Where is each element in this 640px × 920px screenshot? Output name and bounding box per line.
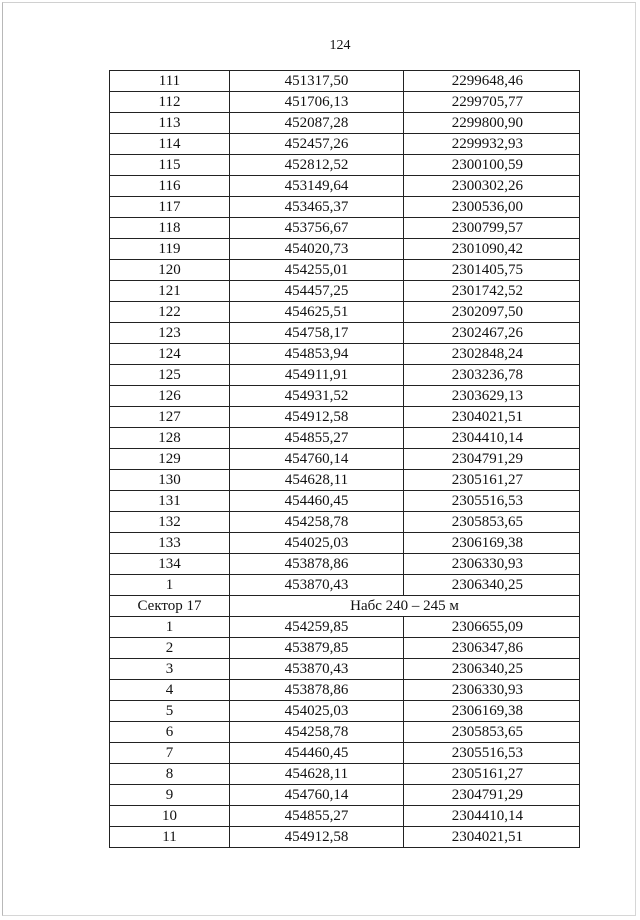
y-coordinate-cell: 2304791,29: [404, 449, 580, 470]
table-row: [110, 155, 580, 176]
table-row: [110, 722, 580, 743]
point-number-cell: 120: [110, 260, 230, 281]
table-row: [110, 764, 580, 785]
point-number-cell: 131: [110, 491, 230, 512]
x-coordinate-cell: 454760,14: [230, 785, 404, 806]
point-number-cell: 2: [110, 638, 230, 659]
table-row: [110, 134, 580, 155]
table-row: [110, 491, 580, 512]
section-header-body: [110, 596, 580, 617]
point-number-cell: 9: [110, 785, 230, 806]
x-coordinate-cell: 454628,11: [230, 470, 404, 491]
point-number-cell: 129: [110, 449, 230, 470]
y-coordinate-cell: 2306655,09: [404, 617, 580, 638]
point-number-cell: 1: [110, 575, 230, 596]
y-coordinate-cell: 2299932,93: [404, 134, 580, 155]
y-coordinate-cell: 2301742,52: [404, 281, 580, 302]
point-number-cell: 127: [110, 407, 230, 428]
y-coordinate-cell: 2302097,50: [404, 302, 580, 323]
x-coordinate-cell: 454025,03: [230, 701, 404, 722]
x-coordinate-cell: 453756,67: [230, 218, 404, 239]
table-row: [110, 701, 580, 722]
point-number-cell: 1: [110, 617, 230, 638]
table-row: [110, 659, 580, 680]
table-row: [110, 71, 580, 92]
table-row: [110, 806, 580, 827]
y-coordinate-cell: 2301090,42: [404, 239, 580, 260]
y-coordinate-cell: 2303629,13: [404, 386, 580, 407]
point-number-cell: 4: [110, 680, 230, 701]
point-number-cell: 8: [110, 764, 230, 785]
x-coordinate-cell: 454255,01: [230, 260, 404, 281]
y-coordinate-cell: 2304410,14: [404, 428, 580, 449]
point-number-cell: 123: [110, 323, 230, 344]
table-row: [110, 428, 580, 449]
x-coordinate-cell: 454628,11: [230, 764, 404, 785]
y-coordinate-cell: 2304410,14: [404, 806, 580, 827]
table-row: [110, 827, 580, 848]
y-coordinate-cell: 2306347,86: [404, 638, 580, 659]
x-coordinate-cell: 453465,37: [230, 197, 404, 218]
y-coordinate-cell: 2300302,26: [404, 176, 580, 197]
y-coordinate-cell: 2299648,46: [404, 71, 580, 92]
y-coordinate-cell: 2299705,77: [404, 92, 580, 113]
table-row: [110, 554, 580, 575]
table-row: [110, 743, 580, 764]
point-number-cell: 114: [110, 134, 230, 155]
point-number-cell: 6: [110, 722, 230, 743]
point-number-cell: 121: [110, 281, 230, 302]
y-coordinate-cell: 2304021,51: [404, 827, 580, 848]
y-coordinate-cell: 2306330,93: [404, 554, 580, 575]
point-number-cell: 134: [110, 554, 230, 575]
table-body-after: [110, 617, 580, 848]
point-number-cell: 115: [110, 155, 230, 176]
table-row: [110, 323, 580, 344]
table-row: [110, 239, 580, 260]
x-coordinate-cell: 454025,03: [230, 533, 404, 554]
table-body-before: [110, 71, 580, 596]
y-coordinate-cell: 2305516,53: [404, 491, 580, 512]
table-row: [110, 218, 580, 239]
table-row: [110, 197, 580, 218]
point-number-cell: 125: [110, 365, 230, 386]
table-row: [110, 449, 580, 470]
section-row: [110, 596, 580, 617]
y-coordinate-cell: 2302848,24: [404, 344, 580, 365]
table-row: [110, 281, 580, 302]
y-coordinate-cell: 2305516,53: [404, 743, 580, 764]
point-number-cell: 133: [110, 533, 230, 554]
y-coordinate-cell: 2304021,51: [404, 407, 580, 428]
x-coordinate-cell: 454460,45: [230, 743, 404, 764]
point-number-cell: 119: [110, 239, 230, 260]
x-coordinate-cell: 453878,86: [230, 680, 404, 701]
table-row: [110, 260, 580, 281]
x-coordinate-cell: 454758,17: [230, 323, 404, 344]
x-coordinate-cell: 454855,27: [230, 428, 404, 449]
x-coordinate-cell: 454931,52: [230, 386, 404, 407]
coordinates-table: [109, 70, 580, 848]
y-coordinate-cell: 2301405,75: [404, 260, 580, 281]
table-row: [110, 386, 580, 407]
y-coordinate-cell: 2306330,93: [404, 680, 580, 701]
point-number-cell: 116: [110, 176, 230, 197]
table-row: [110, 638, 580, 659]
point-number-cell: 112: [110, 92, 230, 113]
section-depth: Набс 240 – 245 м: [230, 596, 580, 617]
point-number-cell: 7: [110, 743, 230, 764]
x-coordinate-cell: 454258,78: [230, 722, 404, 743]
y-coordinate-cell: 2306169,38: [404, 701, 580, 722]
x-coordinate-cell: 454853,94: [230, 344, 404, 365]
x-coordinate-cell: 454625,51: [230, 302, 404, 323]
x-coordinate-cell: 452087,28: [230, 113, 404, 134]
y-coordinate-cell: 2305161,27: [404, 764, 580, 785]
table-row: [110, 533, 580, 554]
x-coordinate-cell: 454911,91: [230, 365, 404, 386]
x-coordinate-cell: 454258,78: [230, 512, 404, 533]
y-coordinate-cell: 2299800,90: [404, 113, 580, 134]
x-coordinate-cell: 453879,85: [230, 638, 404, 659]
x-coordinate-cell: 451706,13: [230, 92, 404, 113]
y-coordinate-cell: 2300799,57: [404, 218, 580, 239]
x-coordinate-cell: 453870,43: [230, 659, 404, 680]
point-number-cell: 3: [110, 659, 230, 680]
point-number-cell: 11: [110, 827, 230, 848]
x-coordinate-cell: 453149,64: [230, 176, 404, 197]
y-coordinate-cell: 2306340,25: [404, 659, 580, 680]
table-row: [110, 176, 580, 197]
table-row: [110, 470, 580, 491]
y-coordinate-cell: 2306340,25: [404, 575, 580, 596]
table-row: [110, 512, 580, 533]
table-row: [110, 344, 580, 365]
x-coordinate-cell: 452812,52: [230, 155, 404, 176]
table-row: [110, 113, 580, 134]
table-row: [110, 680, 580, 701]
point-number-cell: 130: [110, 470, 230, 491]
y-coordinate-cell: 2305161,27: [404, 470, 580, 491]
point-number-cell: 117: [110, 197, 230, 218]
point-number-cell: 10: [110, 806, 230, 827]
point-number-cell: 122: [110, 302, 230, 323]
x-coordinate-cell: 451317,50: [230, 71, 404, 92]
y-coordinate-cell: 2305853,65: [404, 512, 580, 533]
page-number: 124: [329, 38, 351, 53]
x-coordinate-cell: 453878,86: [230, 554, 404, 575]
y-coordinate-cell: 2305853,65: [404, 722, 580, 743]
table-row: [110, 365, 580, 386]
point-number-cell: 126: [110, 386, 230, 407]
x-coordinate-cell: 454020,73: [230, 239, 404, 260]
x-coordinate-cell: 452457,26: [230, 134, 404, 155]
point-number-cell: 128: [110, 428, 230, 449]
x-coordinate-cell: 454912,58: [230, 827, 404, 848]
table-row: [110, 92, 580, 113]
x-coordinate-cell: 453870,43: [230, 575, 404, 596]
point-number-cell: 111: [110, 71, 230, 92]
x-coordinate-cell: 454259,85: [230, 617, 404, 638]
y-coordinate-cell: 2300536,00: [404, 197, 580, 218]
section-label: Сектор 17: [110, 596, 230, 617]
x-coordinate-cell: 454460,45: [230, 491, 404, 512]
point-number-cell: 113: [110, 113, 230, 134]
point-number-cell: 124: [110, 344, 230, 365]
table-row: [110, 575, 580, 596]
x-coordinate-cell: 454760,14: [230, 449, 404, 470]
table-row: [110, 617, 580, 638]
y-coordinate-cell: 2303236,78: [404, 365, 580, 386]
point-number-cell: 118: [110, 218, 230, 239]
y-coordinate-cell: 2304791,29: [404, 785, 580, 806]
point-number-cell: 5: [110, 701, 230, 722]
x-coordinate-cell: 454855,27: [230, 806, 404, 827]
point-number-cell: 132: [110, 512, 230, 533]
table-row: [110, 302, 580, 323]
y-coordinate-cell: 2300100,59: [404, 155, 580, 176]
table-row: [110, 407, 580, 428]
y-coordinate-cell: 2306169,38: [404, 533, 580, 554]
x-coordinate-cell: 454457,25: [230, 281, 404, 302]
y-coordinate-cell: 2302467,26: [404, 323, 580, 344]
x-coordinate-cell: 454912,58: [230, 407, 404, 428]
table-row: [110, 785, 580, 806]
